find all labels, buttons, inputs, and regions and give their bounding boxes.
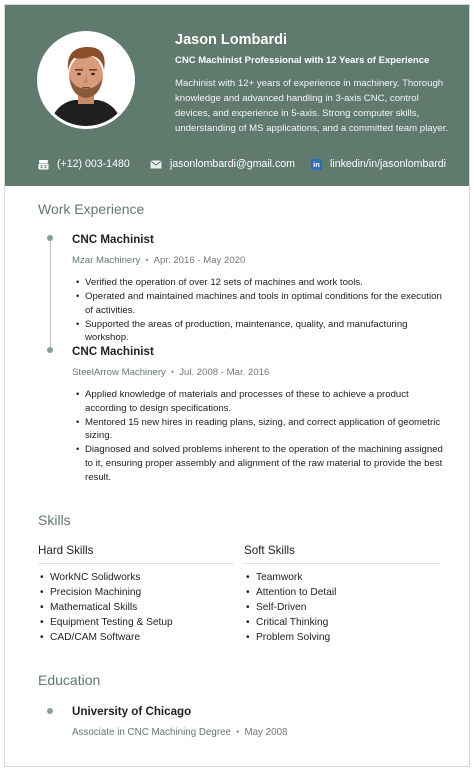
job-meta: SteelArrow Machinery • Jul. 2008 - Mar. 2016 xyxy=(72,367,270,378)
job-title: CNC Machinist xyxy=(72,345,154,358)
education-date: May 2008 xyxy=(244,727,288,738)
timeline-dot xyxy=(47,235,53,241)
resume-header xyxy=(5,5,469,186)
linkedin-contact xyxy=(311,158,446,170)
skill-item: • Attention to Detail xyxy=(244,585,440,600)
job-bullet: • Operated and maintained machines and tools in optimal conditions for the execution of activities. xyxy=(85,290,447,317)
job-bullet: • Supported the areas of production, maintenance, quality, and manufacturing workshop. xyxy=(85,318,447,345)
education-meta: Associate in CNC Machining Degree • May 2008 xyxy=(72,727,288,738)
candidate-tagline: CNC Machinist Professional with 12 Years of Experience xyxy=(175,55,430,66)
envelope-icon xyxy=(150,160,162,169)
phone-contact xyxy=(38,158,130,170)
soft-skills-heading: Soft Skills xyxy=(244,544,295,557)
skill-item: • Precision Machining xyxy=(38,585,234,600)
company-name: Mzar Machinery xyxy=(72,255,141,266)
job-bullets xyxy=(85,276,447,345)
email-contact xyxy=(150,158,295,170)
portrait-illustration xyxy=(40,34,132,126)
work-experience-heading: Work Experience xyxy=(38,201,145,217)
education-heading: Education xyxy=(38,672,101,688)
candidate-summary: Machinist with 12+ years of experience in machinery. Thorough knowledge and advanced handling in 3-axis CNC, control devices, and experience in 5-axis. Strong computer skills, understanding of MS applications, and a committed team player. xyxy=(175,78,449,134)
linkedin-icon xyxy=(311,159,322,170)
job-bullet: • Verified the operation of over 12 sets of machines and work tools. xyxy=(85,276,447,290)
degree-name: Associate in CNC Machining Degree xyxy=(72,727,231,738)
school-name: University of Chicago xyxy=(72,705,192,718)
skill-item: • CAD/CAM Software xyxy=(38,630,234,645)
email-address[interactable]: jasonlombardi@gmail.com xyxy=(170,158,295,170)
skill-item: • Self-Driven xyxy=(244,600,440,615)
hard-skills-heading: Hard Skills xyxy=(38,544,94,557)
job-title: CNC Machinist xyxy=(72,233,154,246)
hard-skills-divider xyxy=(38,563,234,564)
skill-item: • Teamwork xyxy=(244,570,440,585)
phone-number: (+12) 003-1480 xyxy=(57,158,130,170)
skill-item: • Problem Solving xyxy=(244,630,440,645)
profile-photo xyxy=(37,31,135,129)
soft-skills-list xyxy=(244,570,440,645)
timeline-dot xyxy=(47,347,53,353)
job-bullet: • Applied knowledge of materials and processes of these to achieve a product according to design specifications. xyxy=(85,388,447,415)
linkedin-badge: in xyxy=(311,159,322,170)
job-dates: Apr. 2016 - May 2020 xyxy=(153,255,246,266)
job-bullet: • Mentored 15 new hires in reading plans, sizing, and correct application of geometric sizing. xyxy=(85,416,447,443)
job-dates: Jul. 2008 - Mar. 2016 xyxy=(179,367,270,378)
soft-skills-divider xyxy=(244,563,440,564)
contact-bar xyxy=(5,158,469,178)
job-bullet: • Diagnosed and solved problems inherent to the operation of the machining assigned to it, ensuring proper assembly and alignment of the raw material to provide the best result. xyxy=(85,443,447,484)
skill-item: • WorkNC Solidworks xyxy=(38,570,234,585)
phone-icon xyxy=(38,159,49,170)
company-name: SteelArrow Machinery xyxy=(72,367,166,378)
hard-skills-list xyxy=(38,570,234,645)
skills-heading: Skills xyxy=(38,512,71,528)
candidate-name: Jason Lombardi xyxy=(175,32,287,48)
linkedin-url[interactable]: linkedin/in/jasonlombardi xyxy=(330,158,447,170)
job-meta: Mzar Machinery • Apr. 2016 - May 2020 xyxy=(72,255,246,266)
skill-item: • Equipment Testing & Setup xyxy=(38,615,234,630)
timeline-line xyxy=(50,239,51,349)
job-bullets xyxy=(85,388,447,485)
skill-item: • Mathematical Skills xyxy=(38,600,234,615)
skill-item: • Critical Thinking xyxy=(244,615,440,630)
resume-page xyxy=(4,4,470,767)
timeline-dot xyxy=(47,708,53,714)
